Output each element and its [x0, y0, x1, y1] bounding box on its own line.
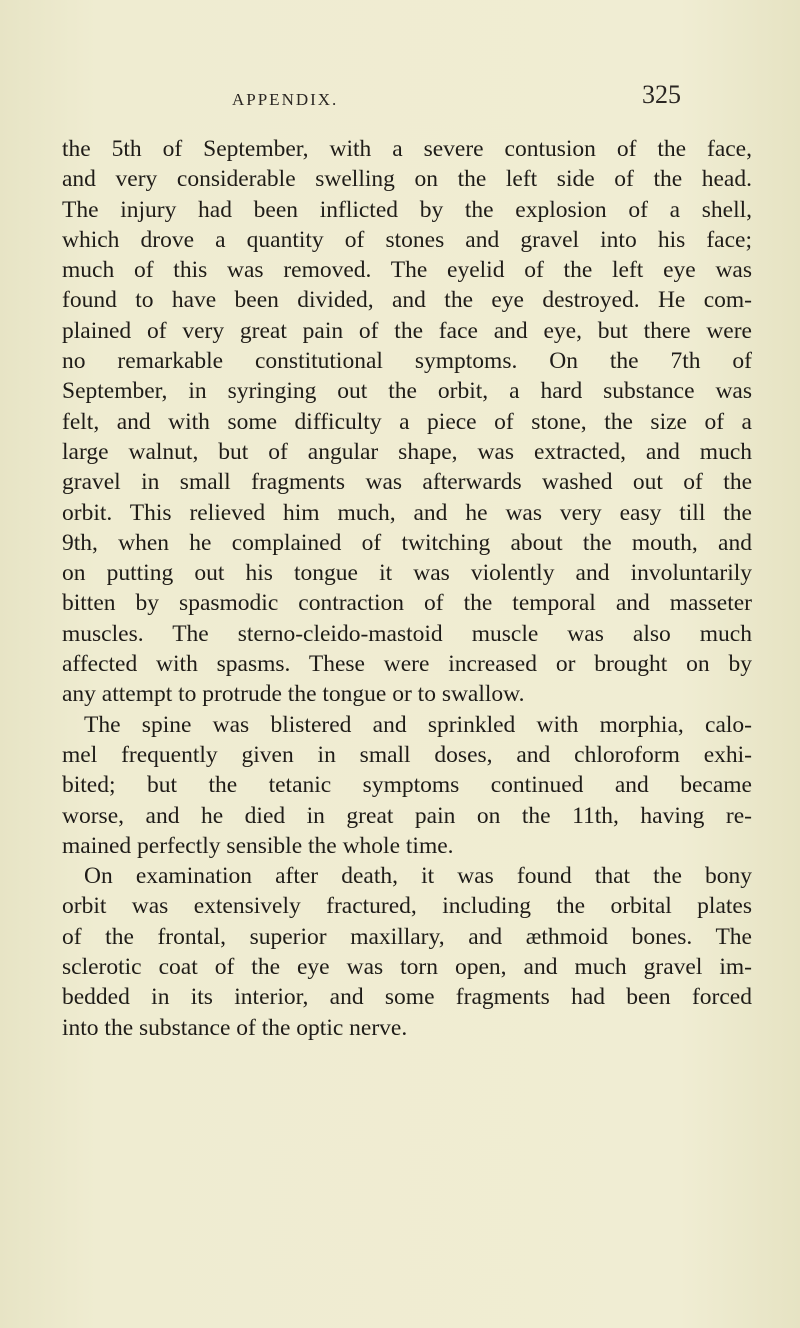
text-line: into the substance of the optic nerve. [62, 1014, 408, 1041]
text-line: on putting out his tongue it was violently and involuntarily [62, 560, 752, 587]
text-line: felt, and with some difficulty a piece of stone, the size of a [62, 408, 752, 435]
text-line: any attempt to protrude the tongue or to swallow. [62, 681, 525, 708]
text-line: no remarkable constitutional symptoms. On the 7th of [62, 348, 752, 375]
text-line: worse, and he died in great pain on the 11th, having re- [62, 802, 752, 829]
text-line: September, in syringing out the orbit, a hard substance was [62, 378, 752, 405]
body-text [62, 134, 752, 1043]
page-number: 325 [642, 80, 681, 109]
text-line: bedded in its interior, and some fragments had been forced [62, 984, 752, 1011]
text-line: and very considerable swelling on the left side of the head. [62, 166, 752, 193]
text-line: The spine was blistered and sprinkled with morphia, calo- [84, 711, 752, 738]
text-line: bited; but the tetanic symptoms continued and became [62, 772, 752, 799]
text-line: which drove a quantity of stones and gravel into his face; [62, 226, 752, 253]
text-line: The injury had been inflicted by the explosion of a shell, [62, 196, 752, 223]
text-line: mel frequently given in small doses, and chloroform exhi- [62, 741, 752, 768]
text-line: much of this was removed. The eyelid of the left eye was [62, 257, 752, 284]
text-line: large walnut, but of angular shape, was extracted, and much [62, 438, 752, 465]
text-line: sclerotic coat of the eye was torn open, and much gravel im- [62, 954, 752, 981]
text-line: gravel in small fragments was afterwards washed out of the [62, 469, 752, 496]
text-line: 9th, when he complained of twitching about the mouth, and [62, 529, 752, 556]
text-line: the 5th of September, with a severe contusion of the face, [62, 136, 752, 162]
text-line: mained perfectly sensible the whole time. [62, 832, 454, 859]
text-line: orbit. This relieved him much, and he was very easy till the [62, 499, 752, 526]
text-line: orbit was extensively fractured, including the orbital plates [62, 893, 752, 920]
text-line: of the frontal, superior maxillary, and æthmoid bones. The [62, 923, 752, 950]
running-head: APPENDIX. [232, 90, 339, 109]
text-line: On examination after death, it was found that the bony [84, 863, 752, 890]
text-line: plained of very great pain of the face and eye, but there were [62, 317, 752, 344]
text-line: bitten by spasmodic contraction of the temporal and masseter [62, 590, 752, 617]
text-line: muscles. The sterno-cleido-mastoid muscle was also much [62, 620, 752, 647]
text-line: found to have been divided, and the eye destroyed. He com- [62, 287, 752, 314]
text-line: affected with spasms. These were increased or brought on by [62, 651, 752, 678]
